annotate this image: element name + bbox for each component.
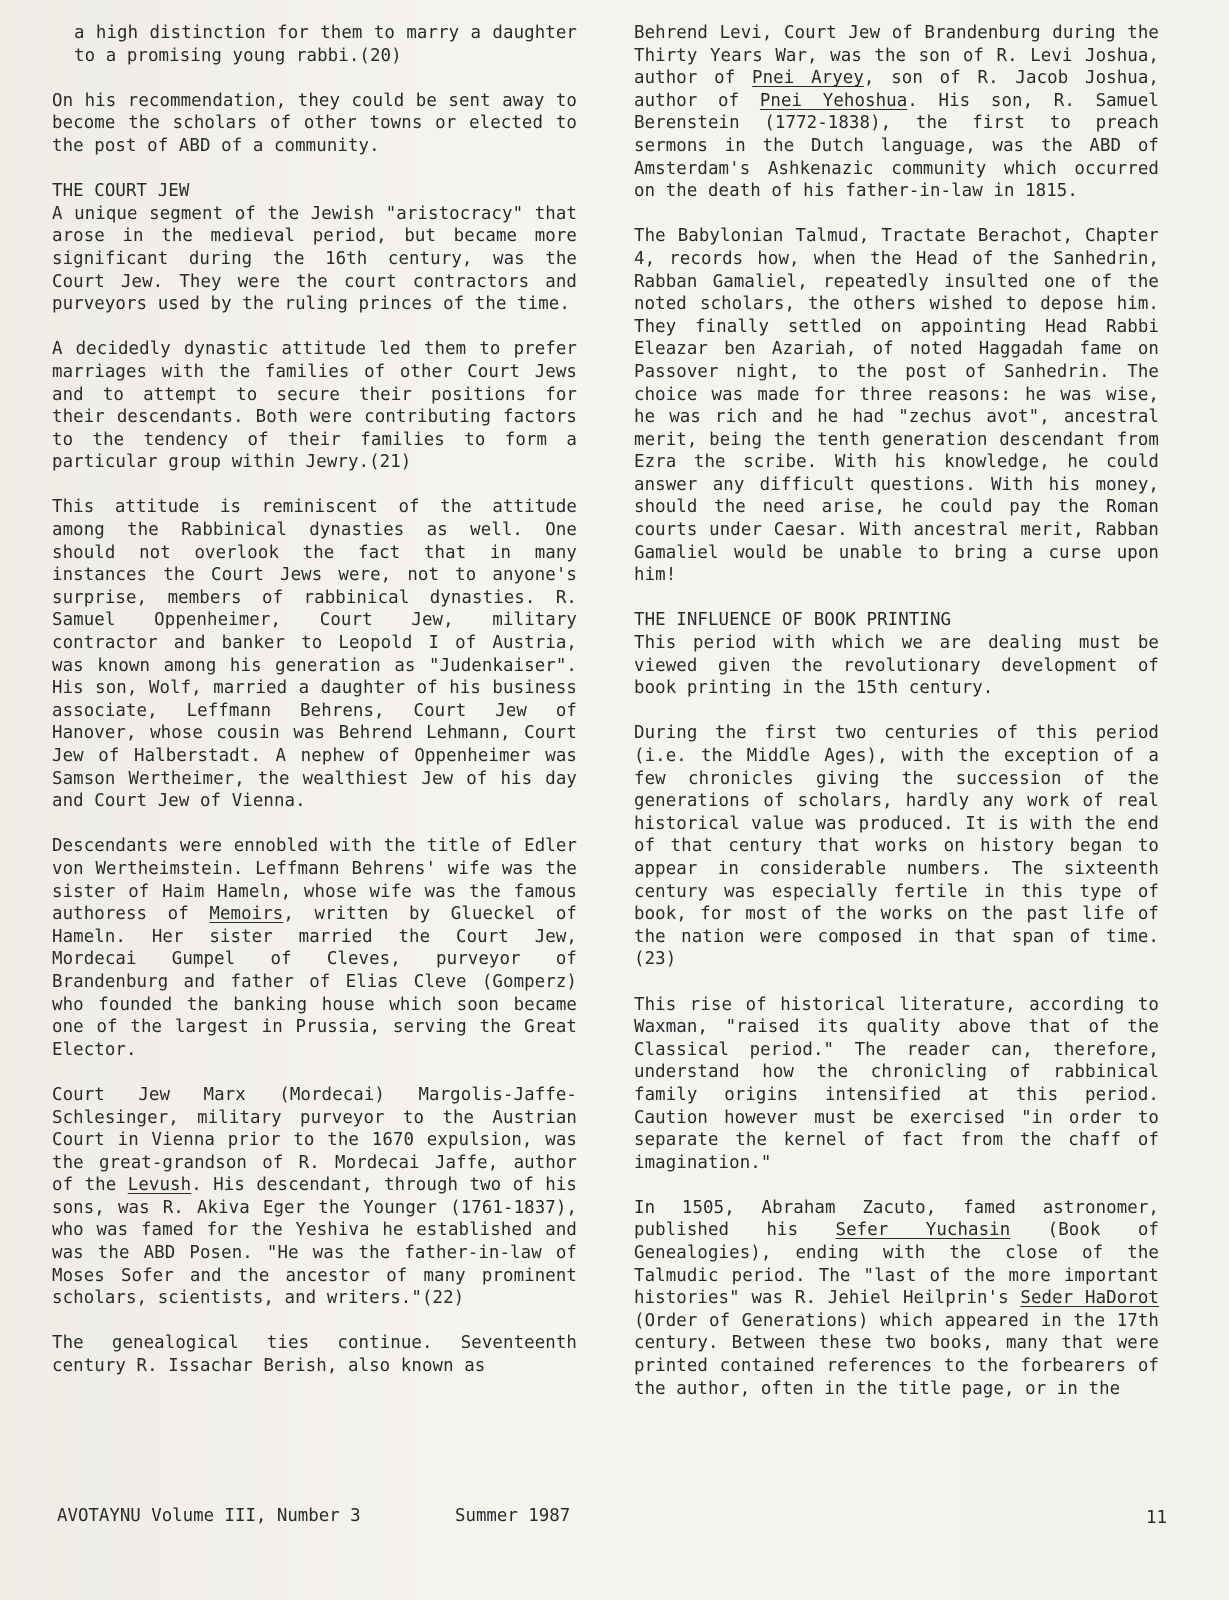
issue-season: Summer 1987	[455, 1506, 571, 1526]
text-run: . His son, R. Samuel Berenstein (1772-1838), the first to preach sermons in the Dutch language, was the ABD of Amsterdam's Ashkenazic community which occurred on the death of his father-in-law in 1815.	[634, 90, 1159, 202]
paragraph-babylonian-talmud: The Babylonian Talmud, Tractate Berachot, Chapter 4, records how, when the Head of the Sanhedrin, Rabban Gamaliel, repeatedly insulted one of the noted scholars, the others wished to depose him. They finally settled on appointing Head Rabbi Eleazar ben Azariah, of noted Haggadah fame on Passover night, to the post of Sanhedrin. The choice was made for three reasons: he was wise, he was rich and he had "zechus avot", ancestral merit, being the tenth generation descendant from Ezra the scribe. With his knowledge, he could answer any difficult questions. With his money, should the need arise, he could pay the Roman courts under Caesar. With ancestral merit, Rabban Gamaliel would be unable to bring a curse upon him!	[634, 226, 1159, 586]
book-title-sefer-yuchasin: Sefer Yuchasin	[835, 1220, 1011, 1241]
book-title-seder-hadorot: Seder HaDorot	[1020, 1288, 1159, 1309]
paragraph-behrend-levi	[634, 22, 1159, 203]
paragraph-marx-margolis	[52, 1084, 577, 1310]
paragraph-court-jew-intro: A unique segment of the Jewish "aristocracy" that arose in the medieval period, but became more significant during the 16th century, was the Court Jew. They were the court contractors and purveyors used by the ruling princes of the time.	[52, 203, 577, 315]
paragraph-continuation: a high distinction for them to marry a daughter to a promising young rabbi.(20)	[74, 23, 577, 66]
book-title-pnei-yehoshua: Pnei Yehoshua	[759, 90, 908, 111]
text-run: (Order of Generations) which appeared in the 17th century. Between these two books, many that were printed contained references to the forbearers of the author, often in the title page, or in the	[634, 1310, 1159, 1399]
page-number: 11	[1146, 1508, 1167, 1528]
book-title-memoirs: Memoirs	[209, 904, 284, 925]
paragraph-genealogical-ties: The genealogical ties continue. Seventeenth century R. Issachar Berish, also known as	[52, 1333, 577, 1377]
text-run: Descendants were ennobled with the title of Edler von Wertheimstein. Leffmann Behrens' wife was the sister of Haim Hameln, whose wife was the famous authoress of	[52, 836, 577, 925]
paragraph-rabbinical-dynasties: This attitude is reminiscent of the attitude among the Rabbinical dynasties as well. One should not overlook the fact that in many instances the Court Jews were, not to anyone's surprise, members of rabbinical dynasties. R. Samuel Oppenheimer, Court Jew, military contractor and banker to Leopold I of Austria, was known among his generation as "Judenkaiser". His son, Wolf, married a daughter of his business associate, Leffmann Behrens, Court Jew of Hanover, whose cousin was Behrend Lehmann, Court Jew of Halberstadt. A nephew of Oppenheimer was Samson Wertheimer, the wealthiest Jew of his day and Court Jew of Vienna.	[52, 497, 577, 812]
paragraph-historical-literature: This rise of historical literature, according to Waxman, "raised its quality above that of the Classical period." The reader can, therefore, understand how the chronicling of rabbinical family origins intensified at this period. Caution however must be exercised "in order to separate the kernel of fact from the chaff of imagination."	[634, 994, 1159, 1173]
paragraph-book-printing-intro: This period with which we are dealing must be viewed given the revolutionary development of book printing in the 15th century.	[634, 633, 1159, 699]
text-run: (Book of Genealogies), ending with the close of the Talmudic period. The "last of the more important histories" was R. Jehiel Heilprin's	[634, 1220, 1159, 1309]
text-run: Behrend Levi, Court Jew of Brandenburg during the Thirty Years War, was the son of R. Levi Joshua, author of	[634, 23, 1159, 89]
heading-book-printing: THE INFLUENCE OF BOOK PRINTING	[634, 610, 952, 631]
heading-court-jew: THE COURT JEW	[52, 181, 190, 202]
paragraph-middle-ages: During the first two centuries of this period (i.e. the Middle Ages), with the exception of a few chronicles giving the succession of the generations of scholars, hardly any work of real historical value was produced. It is with the end of that century that works on history began to appear in considerable numbers. The sixteenth century was especially fertile in this type of book, for most of the works on the past life of the nation were composed in that span of time.(23)	[634, 723, 1159, 970]
text-run: , son of R. Jacob Joshua, author of	[634, 68, 1160, 111]
book-title-levush: Levush	[127, 1175, 192, 1196]
paragraph-descendants-ennobled	[52, 835, 577, 1061]
paragraph-dynastic-attitude: A decidedly dynastic attitude led them to prefer marriages with the families of other Court Jews and to attempt to secure their positions for their descendants. Both were contributing factors to the tendency of their families to form a particular group within Jewry.(21)	[52, 339, 577, 473]
right-column	[634, 22, 1159, 1423]
journal-citation: AVOTAYNU Volume III, Number 3	[57, 1506, 361, 1526]
text-run: In 1505, Abraham Zacuto, famed astronomer, published his	[634, 1197, 1159, 1241]
text-run: . His descendant, through two of his sons, was R. Akiva Eger the Younger (1761-1837), who was famed for the Yeshiva he established and was the ABD Posen. "He was the father-in-law of Moses Sofer and the ancestor of many prominent scholars, scientists, and writers."(22)	[52, 1175, 577, 1309]
paragraph-zacuto	[634, 1197, 1159, 1400]
book-title-pnei-aryey: Pnei Aryey	[752, 68, 864, 89]
text-run: Court Jew Marx (Mordecai) Margolis-Jaffe-Schlesinger, military purveyor to the Austrian Court in Vienna prior to the 1670 expulsion, was the great-grandson of R. Mordecai Jaffe, author of the	[52, 1084, 577, 1196]
left-column	[52, 22, 577, 1400]
paragraph-recommendation: On his recommendation, they could be sent away to become the scholars of other towns or elected to the post of ABD of a community.	[52, 90, 577, 156]
text-run: , written by Glueckel of Hameln. Her sister married the Court Jew, Mordecai Gumpel of Cleves, purveyor of Brandenburg and father of Elias Cleve (Gomperz) who founded the banking house which soon became one of the largest in Prussia, serving the Great Elector.	[52, 904, 577, 1060]
